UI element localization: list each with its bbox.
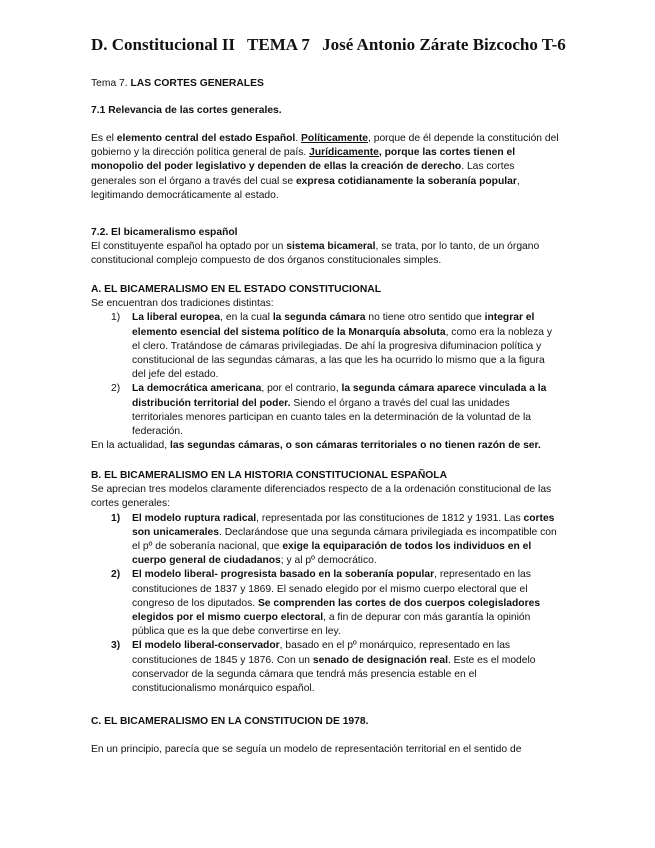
text-run-bold: las segundas cámaras, o son cámaras territoriales o no tienen razón de ser. [170,440,541,452]
list-item [111,382,559,439]
section-7-1-heading [91,104,559,118]
text-run: El constituyente español ha optado por un [91,241,287,253]
text-run-bold: cortes son unicamerales [132,512,555,538]
section-b [91,469,559,696]
text-run: no tiene otro sentido que [365,312,485,324]
text-run: Siendo el órgano a través del cual las unidades territoriales menores participan en cuanto tales en la determinación de la voluntad de la federación. [132,397,531,438]
section-7-1-title: Relevancia de las cortes generales. [108,105,282,116]
list-number: 3) [111,640,121,652]
section-a-heading [91,283,559,297]
list-number: 1) [111,312,121,324]
list-item [111,568,559,639]
document-header [91,35,574,54]
heading-text: B. EL BICAMERALISMO EN LA HISTORIA CONSTITUCIONAL ESPAÑOLA [91,470,448,481]
section-a-intro: Se encuentran dos tradiciones distintas: [91,298,274,310]
text-run-bold: , porque las cortes tienen el monopolio del poder legislativo y dependen de ellas la creación de derecho [91,147,516,173]
text-run-bold: El modelo liberal-conservador [132,640,280,652]
text-run: . Las cortes generales son el órgano a través del cual se [91,161,515,187]
section-a-list [111,311,559,439]
text-run: , como era la nobleza y el clero. Tratándose de cámaras privilegiadas. De ahí la progresiva difuminacion política y constitucional de las segundas cámaras, a las que les ha ocurrido lo mismo que a la figura del jefe del estado. [132,326,553,381]
section-7-1-paragraph [91,132,559,203]
text-run-bold: senado de designación real [312,654,448,666]
heading-text: C. EL BICAMERALISMO EN LA CONSTITUCION DE 1978. [91,716,369,727]
section-7-2-paragraph [91,240,559,268]
section-7-1-num: 7.1 [91,105,106,116]
text-run: , a fin de depurar con más garantía la opinión pública que es la que debe convertirse en ley. [132,612,531,638]
text-run: , representado en las constituciones de 1837 y 1869. El senado elegido por el mismo cuerpo electoral que el congreso de los diputados. [132,569,531,609]
text-run-bold: la segunda cámara [272,312,366,324]
section-c-paragraph [91,743,559,757]
section-c-heading [91,715,559,729]
heading-text: 7.2. El bicameralismo español [91,227,238,238]
title-text: LAS CORTES GENERALES [130,78,264,89]
text-run-bold: El modelo liberal- progresista basado en la soberanía popular [132,569,435,581]
list-item [111,512,559,569]
text-run-bold: exige la equiparación de todos los individuos en el cuerpo general de ciudadanos [132,541,532,567]
text-run: Es el [91,133,117,144]
text-run-underline: Jurídicamente [309,147,379,159]
section-a [91,283,559,453]
section-b-list [111,512,559,697]
list-number: 2) [111,569,121,581]
text-run-bold: elemento central del estado Español [116,133,296,144]
text-run-bold: la segunda cámara aparece vinculada a la distribución territorial del poder. [132,383,547,409]
text-run-bold: expresa cotidianamente la soberanía popular [295,175,517,187]
text-run: . Este es el modelo conservador de la segunda cámara que tendrá más presencia estable en el constitucionalismo monárquico español. [132,654,536,695]
text-run: , por el contrario, [261,383,342,395]
heading-text: A. EL BICAMERALISMO EN EL ESTADO CONSTITUCIONAL [91,284,382,295]
text-run: , en la cual [220,312,273,324]
text-run-underline: Políticamente [301,133,368,144]
list-item [111,311,559,382]
text-run-bold: La democrática americana [132,383,262,395]
course-name: D. Constitucional II [91,35,236,54]
text-run-bold: sistema bicameral [286,241,376,253]
text-run: , legitimando democráticamente al estado. [91,175,520,201]
text-run: En un principio, parecía que se seguía un modelo de representación territorial en el sentido de [91,744,522,755]
text-run: . Declarándose que una segunda cámara privilegiada es incompatible con el pº de soberanía nacional, que [132,526,557,553]
text-run: ; y al pº democrático. [280,555,377,567]
section-7-2 [91,226,559,269]
text-run-bold: La liberal europea [132,312,221,324]
text-run: , basado en el pº monárquico, representado en las constituciones de 1845 y 1876. Con un [132,640,511,666]
text-run-bold: Se comprenden las cortes de dos cuerpos colegisladores elegidos por el mismo cuerpo electoral [132,597,541,624]
section-b-heading [91,469,559,483]
text-run-bold: integrar el elemento esencial del sistema político de la Monarquía absoluta [132,312,535,338]
section-7-2-heading [91,226,559,240]
text-run: . [295,133,302,144]
text-run: , se trata, por lo tanto, de un órgano constitucional complejo compuesto de dos órganos constitucionales simples. [91,241,540,267]
document-title [91,77,559,91]
section-b-intro: Se aprecian tres modelos claramente diferenciados respecto de a la ordenación constitucional de las cortes generales: [91,484,552,510]
text-run-bold: El modelo ruptura radical [132,512,257,524]
topic-label: TEMA 7 [247,35,310,54]
text-run: En la actualidad, [91,440,170,452]
list-item [111,639,559,696]
section-a-outro [91,439,559,453]
text-run: , representada por las constituciones de 1812 y 1931. Las [256,512,524,524]
list-number: 2) [111,383,121,395]
title-label: Tema 7. [91,78,128,89]
text-run: , porque de él depende la constitución del gobierno y la dirección política general de país. [91,133,559,159]
list-number: 1) [111,512,121,524]
author-name: José Antonio Zárate Bizcocho T-6 [322,35,566,54]
